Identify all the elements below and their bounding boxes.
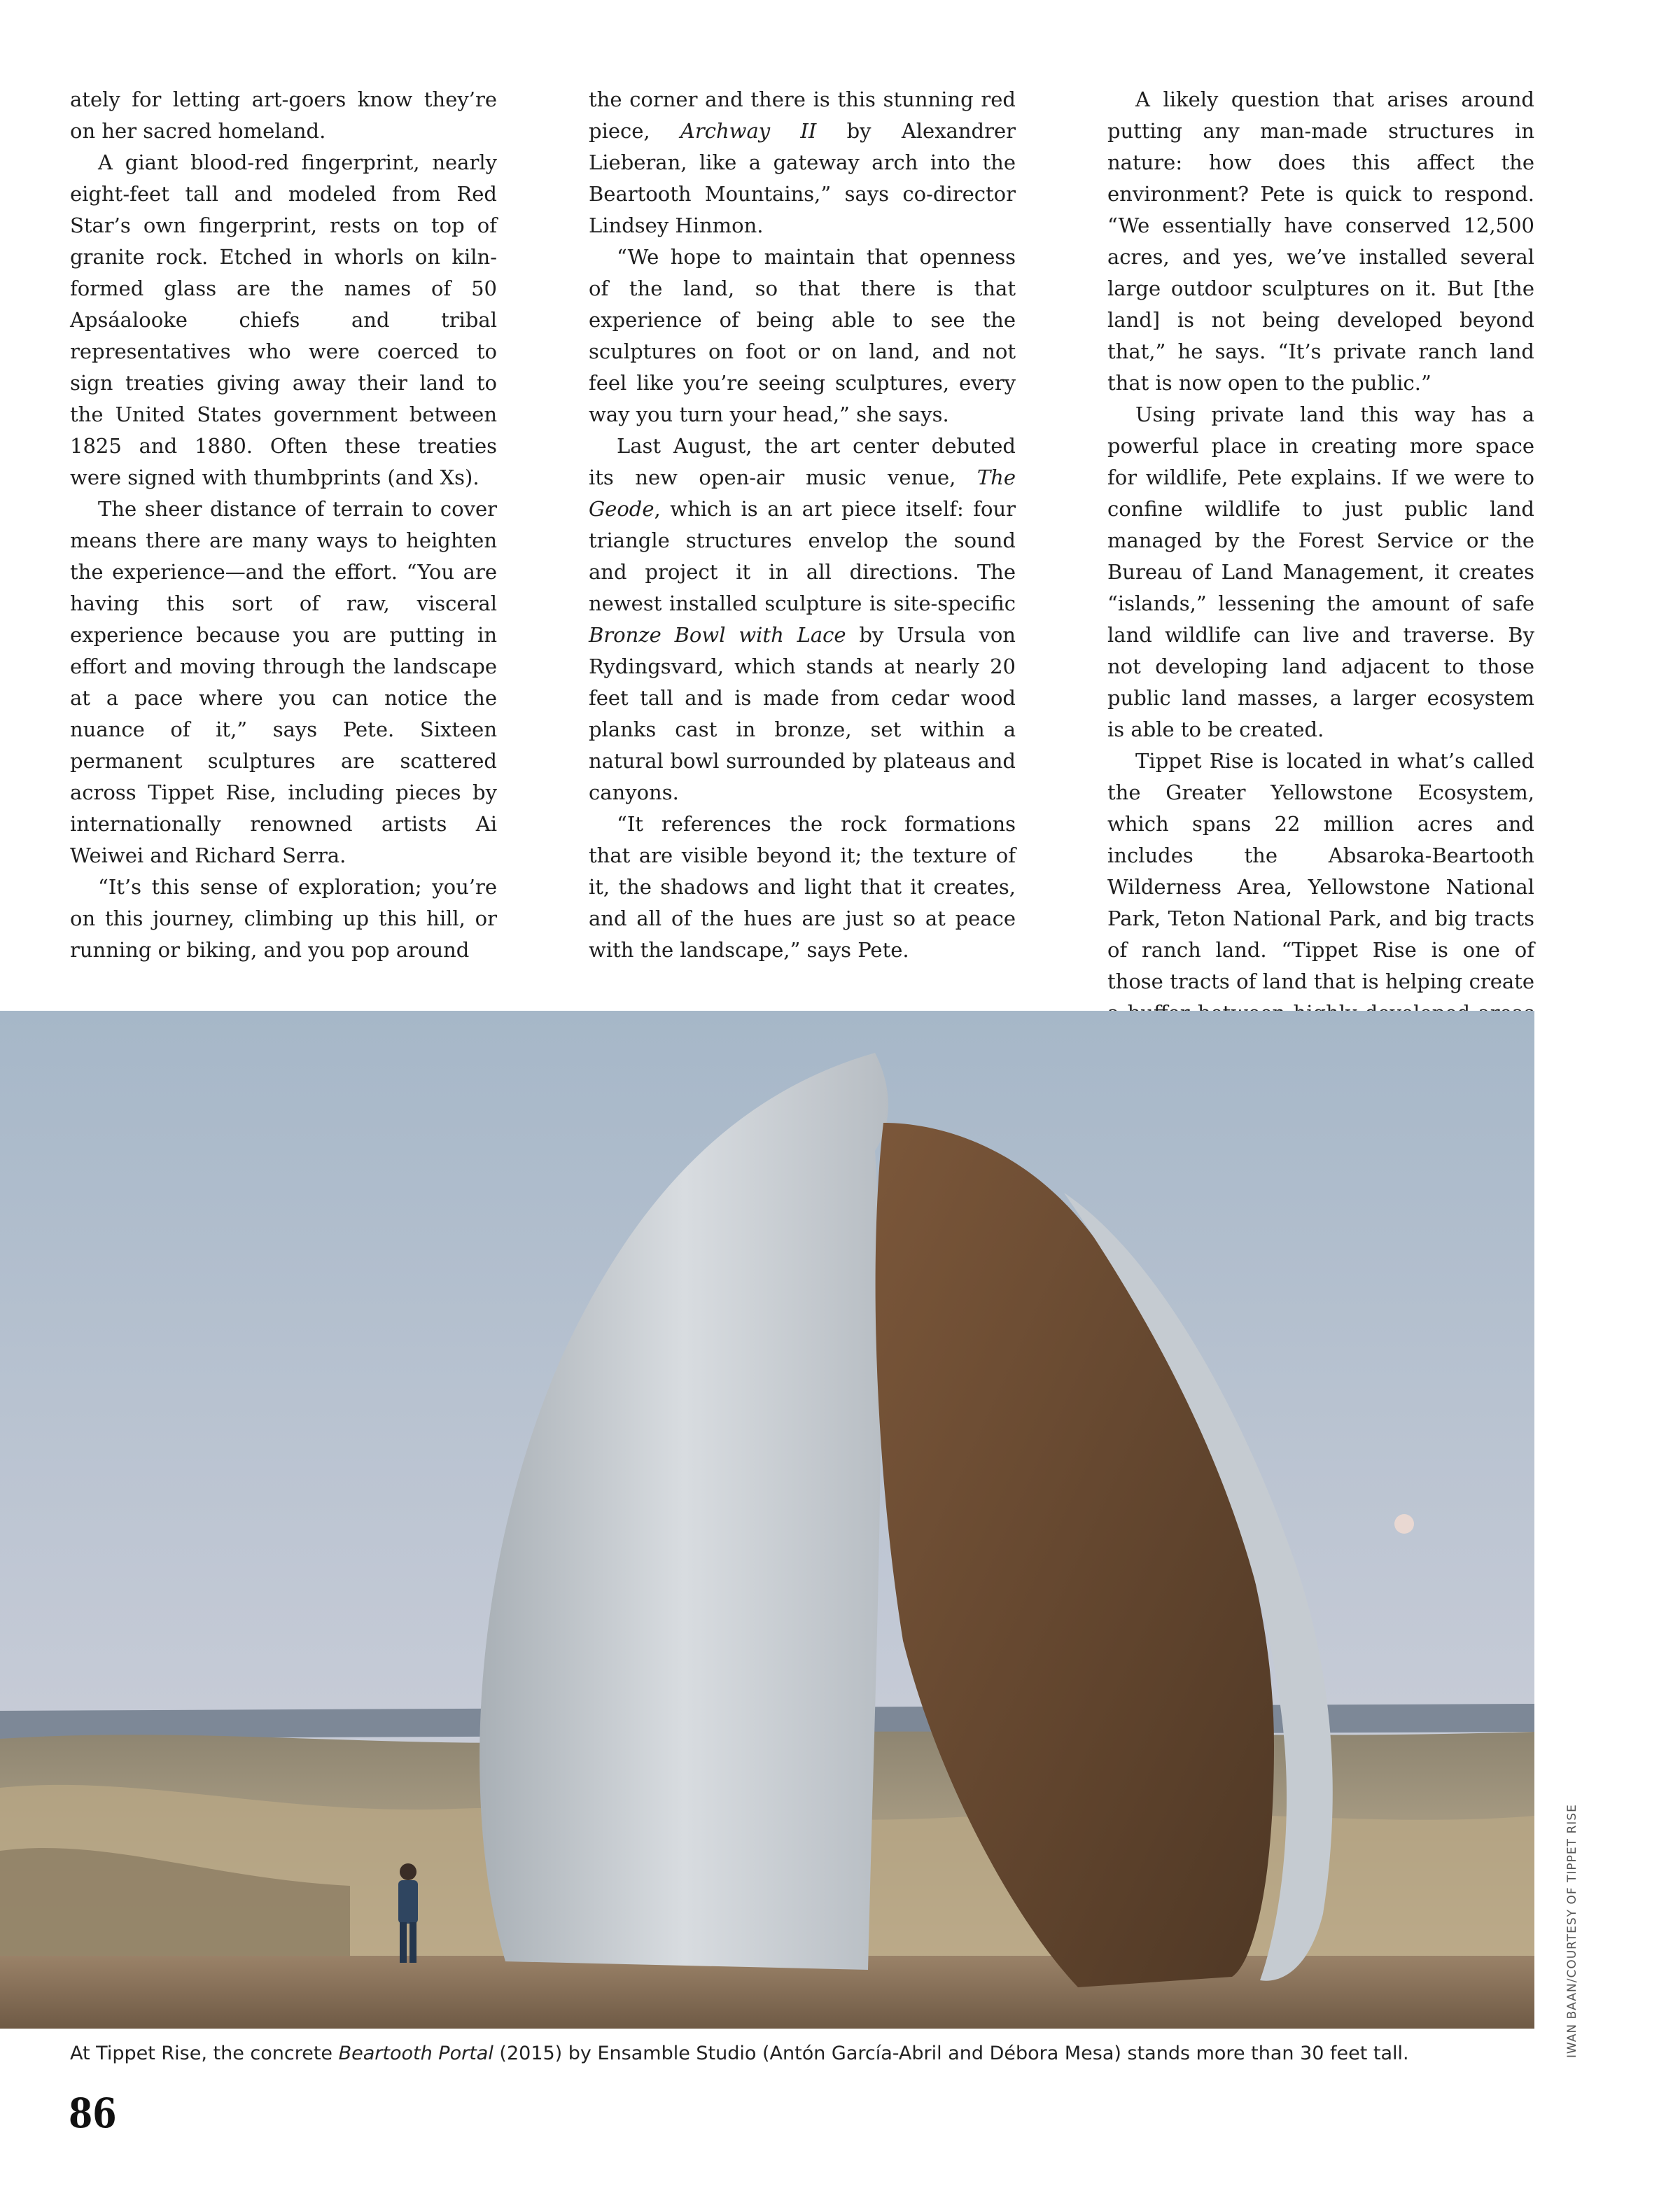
paragraph: Using private land this way has a powerful place in creating more space for wildlife, Pete explains. If we were to confine wildlife to just public land managed by the Forest Service or the Bureau of Land Management, it creates “islands,” lessening the amount of safe land wildlife can live and traverse. By not developing land adjacent to those public land masses, a larger ecosystem is able to be created. [1107, 402, 1534, 741]
paragraph: A giant blood-red fingerprint, nearly eight-feet tall and modeled from Red Star’s own fingerprint, rests on top of granite rock. Etched in whorls on kiln-formed glass are the names of 50 Apsáalooke chiefs and tribal representatives who were coerced to sign treaties giving away their land to the United States government between 1825 and 1880. Often these treaties were signed with thumbprints (and Xs). [70, 150, 497, 489]
paragraph: “We hope to maintain that openness of the land, so that there is that experience of being able to see the sculptures on foot or on land, and not feel like you’re seeing sculptures, every way you turn your head,” she says. [589, 245, 1016, 426]
photo-caption [70, 2043, 1526, 2064]
article-column-2 [589, 84, 1016, 962]
artwork-title: Beartooth Portal [338, 2043, 493, 2064]
paragraph [589, 84, 1016, 241]
artwork-title: Bronze Bowl with Lace [589, 623, 846, 647]
beartooth-portal-image [0, 1011, 1534, 2029]
paragraph [589, 430, 1016, 808]
moon [1394, 1514, 1414, 1534]
paragraph: “It references the rock formations that are visible beyond it; the texture of it, the shadows and light that it creates, and all of the hues are just so at peace with the landscape,” says Pete. [589, 812, 1016, 962]
text-run: , which is an art piece itself: four triangle structures envelop the sound and project it in all directions. The newest installed sculpture is site-specific [589, 497, 1016, 615]
artwork-title: Archway II [680, 119, 817, 143]
text-run: Last August, the art center debuted its new open-air music venue, [589, 434, 1016, 489]
paragraph: “It’s this sense of exploration; you’re on this journey, climbing up this hill, or running or biking, and you pop around [70, 875, 497, 962]
text-run: by Ursula von Rydingsvard, which stands at nearly 20 feet tall and is made from cedar wood planks cast in bronze, set within a natural bowl surrounded by plateaus and canyons. [589, 623, 1016, 804]
article-column-3 [1107, 84, 1534, 993]
photo-credit: IWAN BAAN/COURTESY OF TIPPET RISE [1565, 1804, 1579, 2058]
article-column-1 [70, 84, 497, 962]
paragraph: The sheer distance of terrain to cover means there are many ways to heighten the experience—and the effort. “You are having this sort of raw, visceral experience because you are putting in effort and moving through the landscape at a pace where you can notice the nuance of it,” says Pete. Sixteen permanent sculptures are scattered across Tippet Rise, including pieces by internationally renowned artists Ai Weiwei and Richard Serra. [70, 497, 497, 867]
paragraph: ately for letting art-goers know they’re on her sacred homeland. [70, 88, 497, 143]
artwork-title: The Geode [589, 465, 1016, 521]
paragraph: Tippet Rise is located in what’s called the Greater Yellowstone Ecosystem, which spans 22 million acres and includes the Absaroka-Beartooth Wilderness Area, Yellowstone National Park, Teton National Park, and big tracts of ranch land. “Tippet Rise is one of those tracts of land that is helping create [1107, 749, 1534, 993]
paragraph: A likely question that arises around putting any man-made structures in nature: how does this affect the environment? Pete is quick to respond. “We essentially have conserved 12,500 acres, and yes, we’ve installed several large outdoor sculptures on it. But [the land] is not being developed beyond that,” he says. “It’s private ranch land that is now open to the public.” [1107, 88, 1534, 395]
caption-text: (2015) by Ensamble Studio (Antón García-Abril and Débora Mesa) stands more than 30 feet tall. [493, 2043, 1409, 2064]
article-body [70, 84, 1534, 993]
caption-text: At Tippet Rise, the concrete [70, 2043, 339, 2064]
text-run: the corner and there is this stunning red piece, [589, 88, 1016, 143]
page-number: 86 [69, 2090, 117, 2137]
text-run: by Alexandrer Lieberan, like a gateway arch into the Beartooth Mountains,” says co-director Lindsey Hinmon. [589, 119, 1016, 237]
sculpture-photo [0, 1011, 1534, 2029]
